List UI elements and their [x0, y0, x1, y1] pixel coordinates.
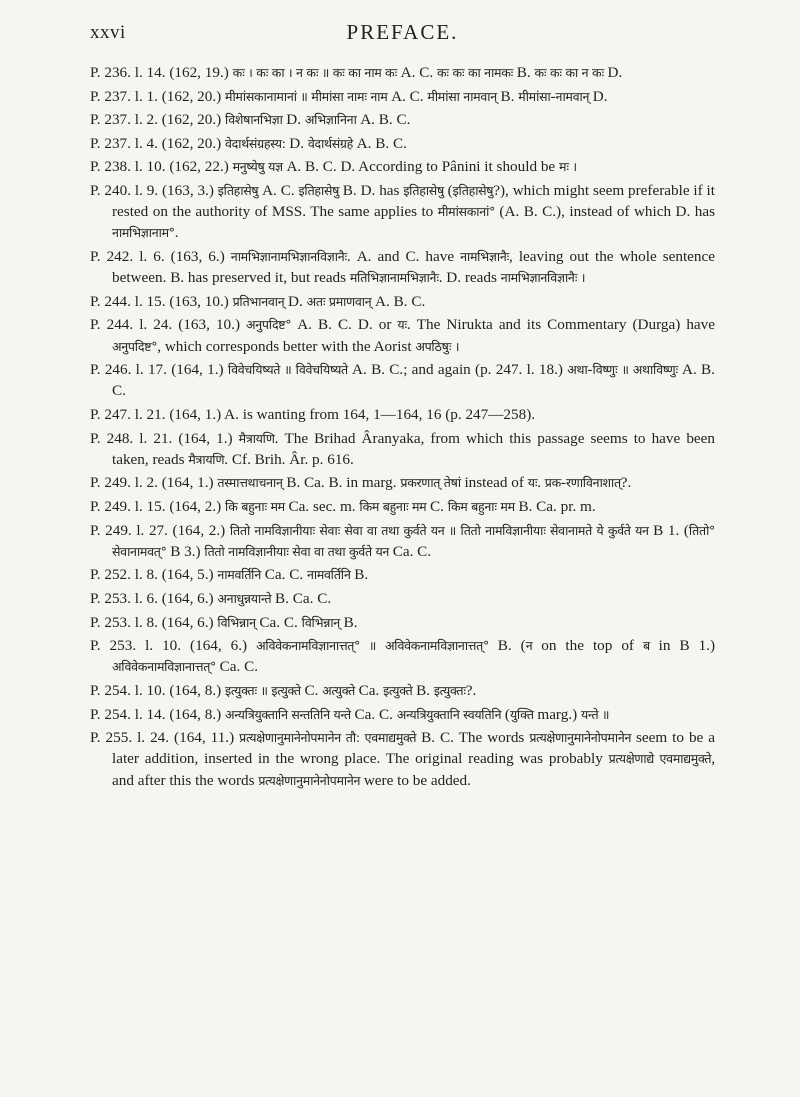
running-title: PREFACE.	[346, 20, 459, 44]
note-entry: P. 237. l. 4. (162, 20.) वेदार्थसंग्रहस्य: D. वेदार्थसंग्रहे A. B. C.	[90, 134, 407, 152]
note-entry: P. 249. l. 2. (164, 1.) तस्मात्तथाचनान् B. Ca. B. in marg. प्रकरणात् तेषां instead of यः. प्रक-रणाविनाशात्?.	[90, 474, 632, 492]
note-entry: P. 242. l. 6. (163, 6.) नामभिज्ञानामभिज्ञानविज्ञानैः. A. and C. have नामभिज्ञानैः, leaving out the whole sentence between. B. has preserved it, but reads मतिभिज्ञानामभिज्ञानैः. D. reads नामभिज्ञानविज्ञानैः ।	[90, 247, 715, 287]
note-entry: P. 255. l. 24. (164, 11.) प्रत्यक्षेणानुमानेनोपमानेन तौ: एवमाद्यमुक्ते B. C. The words प्रत्यक्षेणानुमानेनोपमानेन seem to be a later addition, inserted in the wrong place. The original reading was probably प्रत्यक्षेणाद्ये एवमाद्यमुक्ते, and after this the words प्रत्यक्षेणानुमानेनोपमानेन were to be added.	[90, 729, 716, 789]
page-header	[90, 18, 715, 58]
note-entry: P. 237. l. 2. (162, 20.) विशेषानभिज्ञा D. अभिज्ञानिना A. B. C.	[90, 111, 411, 129]
note-entry: P. 244. l. 24. (163, 10.) अनुपदिष्ट° A. B. C. D. or यः. The Nirukta and its Commentary (Durga) have अनुपदिष्ट°, which corresponds better with the Aorist अपठिषुः ।	[90, 316, 716, 355]
note-entry: P. 237. l. 1. (162, 20.) मीमांसकानामानां ॥ मीमांसा नामः नाम A. C. मीमांसा नामवान् B. मीमांसा-नामवान् D.	[90, 87, 608, 105]
note-entry: P. 249. l. 15. (164, 2.) कि बहुनाः मम Ca. sec. m. किम बहुनाः मम C. किम बहुनाः मम B. Ca. pr. m.	[90, 497, 596, 515]
note-entry: P. 253. l. 6. (164, 6.) अनाधुन्नयान्ते B. Ca. C.	[90, 589, 332, 607]
note-entry: P. 248. l. 21. (164, 1.) मैत्रायणि. The Brihad Âranyaka, from which this passage seems to have been taken, reads मैत्रायणि. Cf. Brih. Âr. p. 616.	[90, 429, 715, 468]
note-entry: P. 240. l. 9. (163, 3.) इतिहासेषु A. C. इतिहासेषु B. D. has इतिहासेषु (इतिहासेषु?), which might seem preferable if it rested on the authority of MSS. The same applies to मीमांसकानां° (A. B. C.), instead of which D. has नामभिज्ञानाम°.	[90, 181, 716, 242]
note-entry: P. 254. l. 14. (164, 8.) अन्यत्रियुक्तानि सन्ततिनि यन्ते Ca. C. अन्यत्रियुक्तानि स्वयतिनि (युक्ति marg.) यन्ते ॥	[90, 705, 610, 723]
note-entry: P. 253. l. 8. (164, 6.) विभिन्नान् Ca. C. विभिन्नान् B.	[90, 613, 358, 631]
note-entry: P. 254. l. 10. (164, 8.) इत्युक्तः ॥ इत्युक्ते C. अत्युक्ते Ca. इत्युक्ते B. इत्युक्तः?.	[90, 681, 477, 699]
note-entry: P. 246. l. 17. (164, 1.) विवेचयिष्यते ॥ विवेचयिष्यते A. B. C.; and again (p. 247. l. 18.) अथा-विष्णुः ॥ अथाविष्णुः A. B. C.	[90, 361, 715, 400]
note-entry: P. 249. l. 27. (164, 2.) तितो नामविज्ञानीयाः सेवाः सेवा वा तथा कुर्वते यन ॥ तितो नामविज्ञानीयाः सेवानामते ये कुर्वते यन B 1. (तितो° सेवानामवत्° B 3.) तितो नामविज्ञानीयाः सेवा वा तथा कुर्वते यन Ca. C.	[90, 521, 715, 560]
note-entry: P. 253. l. 10. (164, 6.) अविवेकनामविज्ञानात्तत्° ॥ अविवेकनामविज्ञानात्तत्° B. (न on the top of ब in B 1.) अविवेकनामविज्ञानात्तत्° Ca. C.	[90, 637, 716, 676]
note-entry: P. 238. l. 10. (162, 22.) मनुष्येषु यज्ञ A. B. C. D. According to Pânini it should be मः ।	[90, 158, 577, 176]
collation-notes	[90, 62, 715, 793]
note-entry: P. 252. l. 8. (164, 5.) नामवर्तिनि Ca. C. नामवर्तिनि B.	[90, 566, 369, 584]
note-entry: P. 244. l. 15. (163, 10.) प्रतिभानवान् D. अतः प्रमाणवान् A. B. C.	[90, 292, 426, 310]
note-entry: P. 236. l. 14. (162, 19.) कः । कः का । न कः ॥ कः का नाम कः A. C. कः कः का नामकः B. कः कः का न कः D.	[90, 64, 623, 81]
note-entry: P. 247. l. 21. (164, 1.) A. is wanting from 164, 1—164, 16 (p. 247—258).	[90, 405, 536, 423]
page-number: xxvi	[90, 22, 126, 43]
